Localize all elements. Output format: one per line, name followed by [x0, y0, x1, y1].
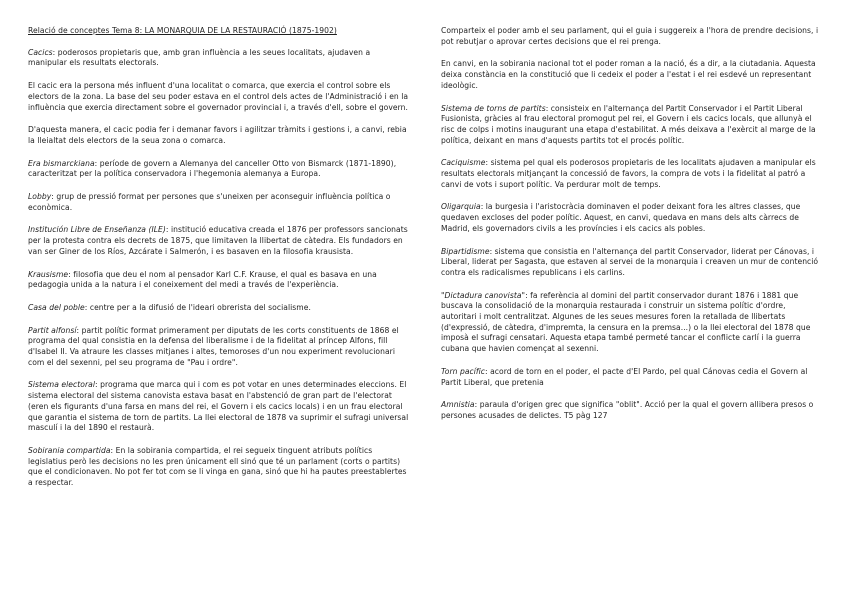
entry-cacic-favors: [28, 125, 410, 146]
entry-sobirania-nacional: [441, 59, 823, 91]
entry-term: Lobby: [28, 192, 52, 202]
entry-text: : fa referència al domini del partit conservador durant 1876 i 1881 que buscava la consolidació de la monarquia restaurada i construir un sistema polític d'ordre, autoritari i molt centralitzat. Algunes de les seues mesures foren la retallada de llibertats (d'expressió, de càtedra, d'impremta, la censura en la premsa...) o la llei electoral del 1878 que imposà el sufragi censatari. Aquesta etapa també permeté tancar el conflicte carlí i la guerra cubana que havien començat al sexenni.: [441, 290, 811, 354]
entry-text: : programa que marca qui i com es pot votar en unes determinades eleccions. El sistema electoral del sistema canovista estava basat en l'abstenció de gran part de l'electorat (eren els figurants d'una farsa en mans del rei, el Govern i els cacics locals) i en un frau electoral que garantia el sistema de torn de partits. La llei electoral de 1878 va suprimir el sufragi universal masculí i la del 1890 el restaurà.: [28, 380, 409, 433]
entry-term: Era bismarckiana: [28, 158, 95, 168]
entry-term: Amnistia: [441, 400, 475, 410]
entry-term: Torn pacífic: [441, 366, 486, 376]
entry-text: : partit polític format primerament per diputats de les corts constituents de 1868 el programa del qual consistia en la defensa del liberalisme i de la fidelitat al príncep Alfons, fill d'Isabel II. Va atraure les classes mitjanes i altes, temoroses d'un nou experiment revolucionari com el del sexenni, pel seu programa de "Pau i ordre".: [28, 325, 399, 367]
entry-text: : acord de torn en el poder, el pacte d'El Pardo, pel qual Cánovas cedia el Govern al Partit Liberal, que pretenia: [441, 366, 808, 387]
entry-torn-pacific: [441, 367, 823, 388]
entry-lobby: [28, 192, 410, 213]
entry-term: Sobirania compartida: [28, 445, 111, 455]
entry-ile: [28, 225, 410, 257]
entry-text: : paraula d'origen grec que significa "oblit". Acció per la qual el govern allibera presos o persones acusades de delictes. T5 pàg 127: [441, 400, 814, 420]
entry-sobirania-compartida: [28, 446, 410, 489]
entry-sistema-electoral: [28, 380, 410, 434]
entry-bipartidisme: [441, 247, 823, 279]
entry-text: El cacic era la persona més influent d'una localitat o comarca, que exercia el control sobre els electors de la zona. La base del seu poder estava en el control dels actes de l'Administració i en la influència que exercia directament sobre el governador provincial i, a través d'ell, sobre el govern.: [28, 81, 409, 112]
entry-term: Institución Libre de Enseñanza (ILE): [28, 225, 166, 235]
document-title: Relació de conceptes Tema 8: LA MONARQUIA DE LA RESTAURACIÓ (1875-1902): [28, 26, 337, 35]
entry-torns-partits: [441, 104, 823, 147]
entry-text: : consisteix en l'alternança del Partit Conservador i el Partit Liberal Fusionista, gràcies al frau electoral promogut pel rei, el Govern i els cacics locals, que allunyà el risc de colps i motins inaugurant una etapa d'estabilitat. A més deixava a l'exèrcit al marge de la política, deixant en mans d'aquests partits tot el procés polític.: [441, 103, 816, 145]
entry-amnistia: [441, 400, 823, 421]
entry-term: Sistema de torns de partits: [441, 103, 546, 113]
entry-text: : grup de pressió format per persones que s'uneixen per aconseguir influència política o econòmica.: [28, 192, 391, 212]
entry-term: Sistema electoral: [28, 380, 95, 390]
entry-text: : institució educativa creada el 1876 per professors sancionats per la protesta contra els decrets de 1875, que limitaven la llibertat de càtedra. Els fundadors en van ser Giner de los Ríos, Azcárate i Salmerón, i es basaven en la filosofia krausista.: [28, 225, 408, 256]
entry-term: Cacics: [28, 47, 53, 57]
entry-comparteix-poder: [441, 26, 823, 47]
entry-text: : centre per a la difusió de l'ideari obrerista del socialisme.: [84, 302, 311, 312]
entry-text: : sistema pel qual els poderosos propietaris de les localitats ajudaven a manipular els resultats electorals mitjançant la concessió de favors, la compra de vots i la fidelitat al patró a canvi de vots i suport polític. Va perdurar molt de temps.: [441, 158, 816, 189]
entry-oligarquia: [441, 202, 823, 234]
entry-text: : la burgesia i l'aristocràcia dominaven el poder deixant fora les altres classes, que quedaven excloses del poder polític. Aquest, en canvi, quedava en mans dels alts càrrecs de Madrid, els governadors civils a les províncies i els cacics als pobles.: [441, 202, 801, 233]
entry-text: : En la sobirania compartida, el rei segueix tinguent atributs polítics legislatius però les decisions no les pren únicament ell sinó que té un parlament (corts o partits) que el condicionaven. No pot fer tot com se li vinga en gana, sinó que hi ha pautes preestablertes a respectar.: [28, 445, 407, 488]
entry-partit-alfonsi: [28, 326, 410, 369]
entry-text: : sistema que consistia en l'alternança del partit Conservador, liderat per Cánovas, i Liberal, liderat per Sagasta, que estaven al servei de la monarquia i creaven un mur de contenció contra els radicalismes republicans i els carlins.: [441, 246, 819, 277]
entry-text: : filosofia que deu el nom al pensador Karl C.F. Krause, el qual es basava en una pedagogia unida a la natura i el coneixement del medi a través de l'experiència.: [28, 269, 377, 290]
entry-term: Casa del poble: [28, 302, 85, 312]
entry-cacics: [28, 48, 410, 69]
entry-caciquisme: [441, 158, 823, 190]
entry-term: Bipartidisme: [441, 246, 490, 256]
entry-term: Krausisme: [28, 269, 69, 279]
entry-cacic-detail: [28, 81, 410, 113]
entry-casa-del-poble: [28, 303, 410, 314]
entry-dictadura-canovista: [441, 291, 823, 355]
entry-text: En canvi, en la sobirania nacional tot el poder roman a la nació, és a dir, a la ciutadania. Aquesta deixa constància en la constitució que li cedeix el poder a l'estat i el rei esdevé un representant ideològic.: [441, 59, 816, 90]
left-column: [28, 26, 410, 501]
entry-term: Partit alfonsí: [28, 325, 77, 335]
entry-text: Comparteix el poder amb el seu parlament, qui el guia i suggereix a l'hora de prendre decisions, i pot rebutjar o aprovar certes decisions que el rei prenga.: [441, 26, 819, 46]
entry-era-bismarckiana: [28, 159, 410, 180]
entry-term: Caciquisme: [441, 158, 486, 168]
entry-text: : període de govern a Alemanya del canceller Otto von Bismarck (1871-1890), caracteritzat per la política conservadora i l'hegemonia alemanya a Europa.: [28, 158, 397, 179]
entry-term: "Dictadura canovista": [441, 290, 526, 300]
entry-krausisme: [28, 270, 410, 291]
entry-text: : poderosos propietaris que, amb gran influència a les seues localitats, ajudaven a manipular els resultats electorals.: [28, 47, 371, 68]
entry-term: Oligarquia: [441, 202, 481, 212]
entry-text: D'aquesta manera, el cacic podia fer i demanar favors i agilitzar tràmits i gestions i, a canvi, rebia la lleialtat dels electors de la seua zona o comarca.: [28, 125, 407, 145]
right-column: [441, 26, 823, 434]
